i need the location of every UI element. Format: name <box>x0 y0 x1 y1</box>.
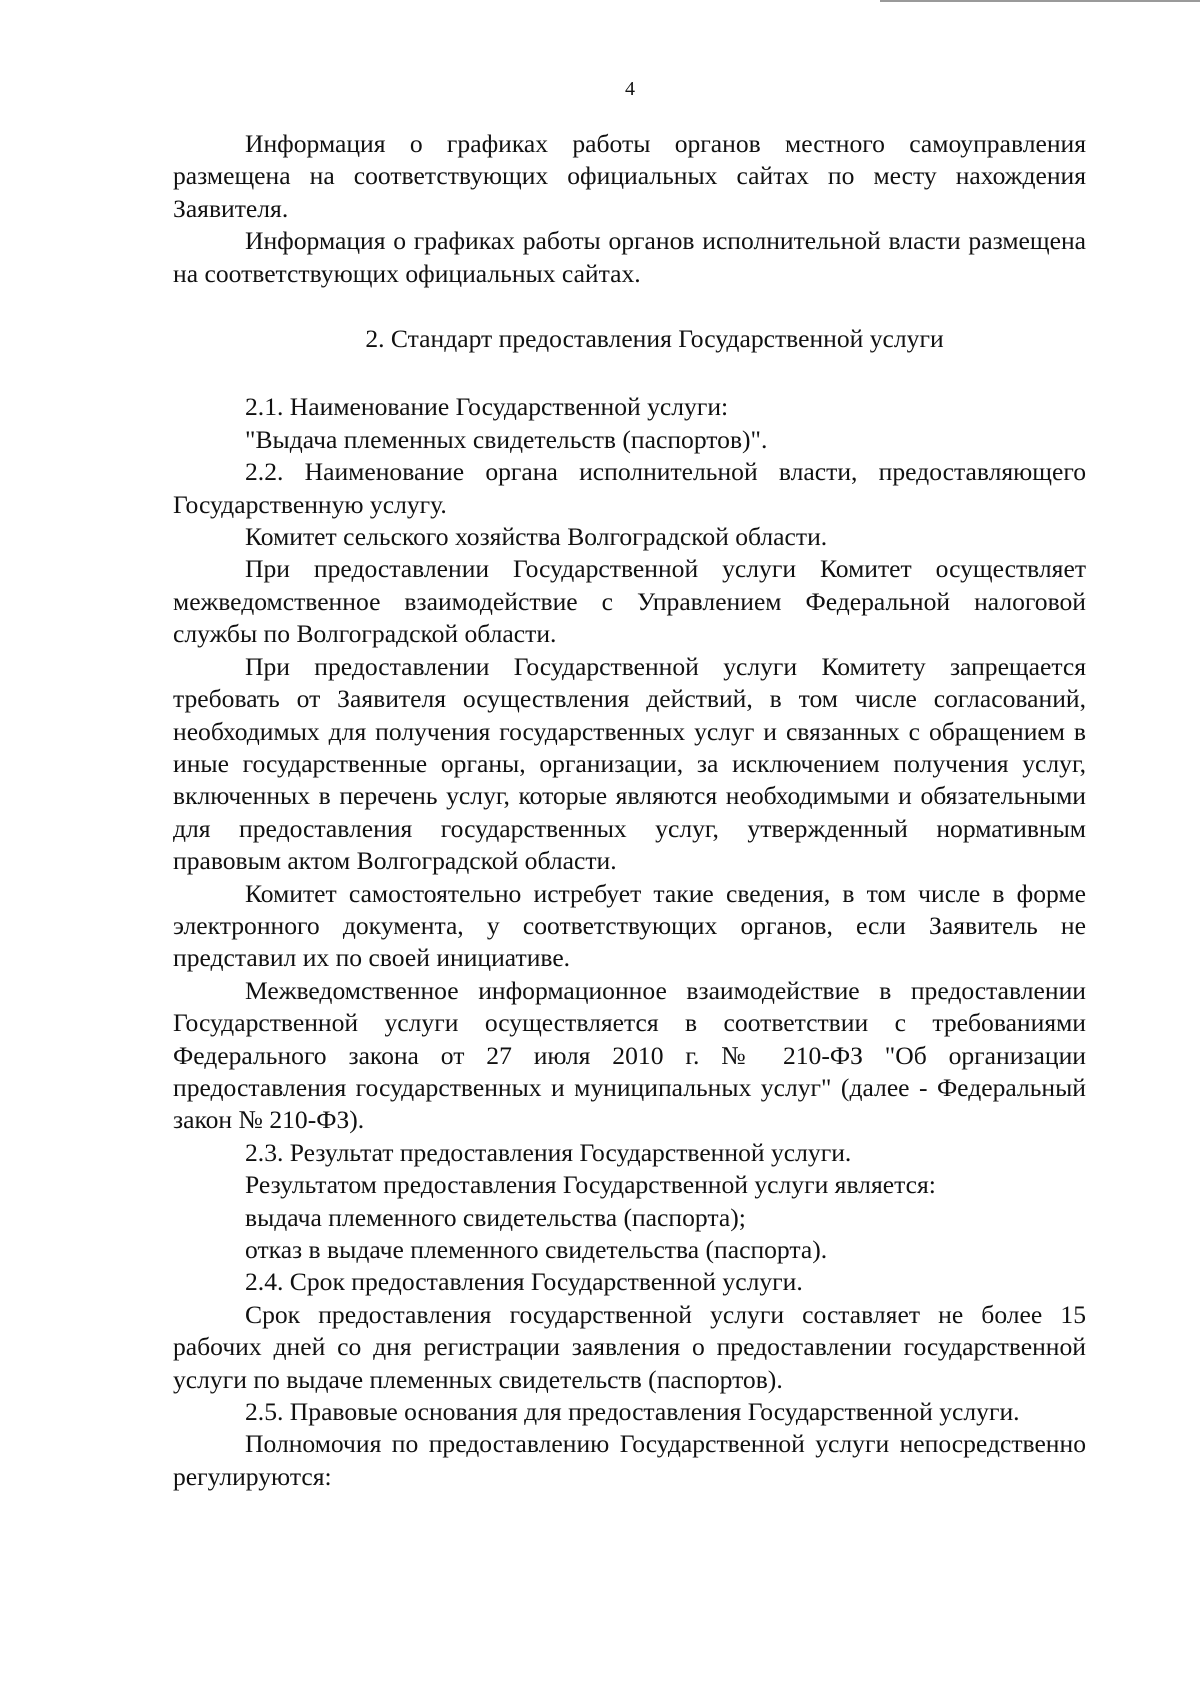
paragraph-2-1-title: 2.1. Наименование Государственной услуги: <box>245 392 729 422</box>
paragraph-executive-schedules: Информация о графиках работы органов исполнительной власти размещена на соответствующих официальных сайтах. <box>173 226 1086 288</box>
paragraph-prohibited-requirements: При предоставлении Государственной услуги Комитету запрещается требовать от Заявителя осуществления действий, в том числе согласований, необходимых для получения государственных услуг и связанных с обращением в иные государственные органы, организации, за исключением получения услуг, включенных в перечень услуг, которые являются необходимыми и обязательными для предоставления государственных услуг, утвержденный нормативным правовым актом Волгоградской области. <box>173 651 1086 876</box>
document-body <box>173 128 1086 1493</box>
section-heading: 2. Стандарт предоставления Государственной услуги <box>365 324 944 354</box>
scan-edge-line <box>880 0 1200 2</box>
paragraph-result-issue: выдача племенного свидетельства (паспорта); <box>245 1202 746 1232</box>
paragraph-interagency-information: Межведомственное информационное взаимодействие в предоставлении Государственной услуги осуществляется в соответствии с требованиями Федерального закона от 27 июля 2010 г. № 210-ФЗ "Об организации предоставления государственных и муниципальных услуг" (далее - Федеральный закон № 210-ФЗ). <box>173 975 1086 1135</box>
paragraph-committee-name: Комитет сельского хозяйства Волгоградской области. <box>245 522 828 552</box>
paragraph-2-4-title: 2.4. Срок предоставления Государственной услуги. <box>245 1267 803 1297</box>
page-number: 4 <box>625 78 635 100</box>
paragraph-term: Срок предоставления государственной услуги составляет не более 15 рабочих дней со дня регистрации заявления о предоставлении государственной услуги по выдаче племенных свидетельств (паспортов). <box>173 1299 1086 1394</box>
paragraph-2-2-title: 2.2. Наименование органа исполнительной власти, предоставляющего Государственную услугу. <box>173 457 1086 519</box>
paragraph-powers: Полномочия по предоставлению Государственной услуги непосредственно регулируются: <box>173 1429 1086 1491</box>
paragraph-interagency-cooperation: При предоставлении Государственной услуги Комитет осуществляет межведомственное взаимодействие с Управлением Федеральной налоговой службы по Волгоградской области. <box>173 554 1086 649</box>
paragraph-2-5-title: 2.5. Правовые основания для предоставления Государственной услуги. <box>245 1397 1020 1427</box>
paragraph-result-refusal: отказ в выдаче племенного свидетельства (паспорта). <box>245 1235 828 1264</box>
paragraph-result-intro: Результатом предоставления Государственной услуги является: <box>245 1170 936 1200</box>
paragraph-2-3-title: 2.3. Результат предоставления Государственной услуги. <box>245 1137 852 1167</box>
paragraph-local-schedules: Информация о графиках работы органов местного самоуправления размещена на соответствующих официальных сайтах по месту нахождения Заявителя. <box>173 129 1086 223</box>
paragraph-independent-request: Комитет самостоятельно истребует такие сведения, в том числе в форме электронного документа, у соответствующих органов, если Заявитель не представил их по своей инициативе. <box>173 878 1086 973</box>
paragraph-service-name: "Выдача племенных свидетельств (паспортов)". <box>245 424 768 454</box>
